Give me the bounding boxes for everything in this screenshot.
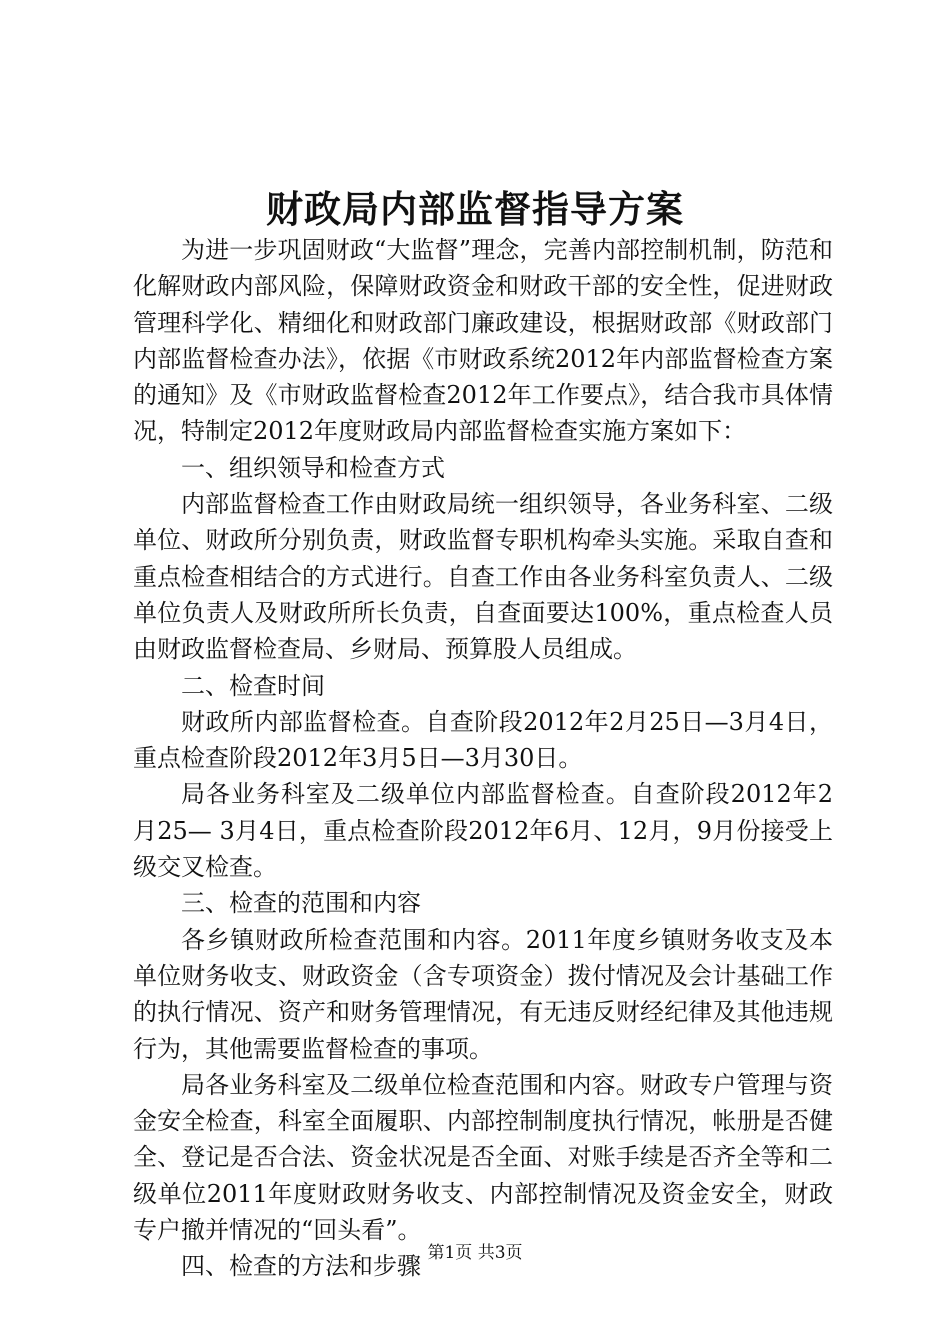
document-body bbox=[133, 232, 833, 1285]
section-heading-1: 一、组织领导和检查方式 bbox=[181, 453, 445, 482]
section-heading-3: 三、检查的范围和内容 bbox=[181, 889, 421, 918]
page-number-footer: 第1页 共3页 bbox=[427, 1243, 523, 1263]
section-1-paragraph: 内部监督检查工作由财政局统一组织领导，各业务科室、二级单位、财政所分别负责，财政监督专职机构牵头实施。采取自查和重点检查相结合的方式进行。自查工作由各业务科室负责人、二级单位负责人及财政所所长负责，自查面要达100%，重点检查人员由财政监督检查局、乡财局、预算股人员组成。 bbox=[133, 490, 833, 664]
section-2-paragraph-1: 财政所内部监督检查。自查阶段2012年2月25日—3月4日，重点检查阶段2012年3月5日—3月30日。 bbox=[133, 707, 833, 773]
intro-paragraph: 为进一步巩固财政“大监督”理念，完善内部控制机制，防范和化解财政内部风险，保障财政资金和财政干部的安全性，促进财政管理科学化、精细化和财政部门廉政建设，根据财政部《财政部门内部监督检查办法》，依据《市财政系统2012年内部监督检查方案的通知》及《市财政监督检查2012年工作要点》，结合我市具体情况，特制定2012年度财政局内部监督检查实施方案如下： bbox=[133, 236, 833, 446]
section-3-paragraph-2: 局各业务科室及二级单位检查范围和内容。财政专户管理与资金安全检查，科室全面履职、内部控制制度执行情况，帐册是否健全、登记是否合法、资金状况是否全面、对账手续是否齐全等和二级单位2011年度财政财务收支、内部控制情况及资金安全，财政专户撤并情况的“回头看”。 bbox=[133, 1070, 833, 1245]
document-title: 财政局内部监督指导方案 bbox=[266, 187, 684, 231]
section-heading-4: 四、检查的方法和步骤 bbox=[181, 1252, 421, 1281]
section-2-paragraph-2: 局各业务科室及二级单位内部监督检查。自查阶段2012年2月25— 3月4日，重点检查阶段2012年6月、12月，9月份接受上级交叉检查。 bbox=[133, 780, 833, 882]
section-3-paragraph-1: 各乡镇财政所检查范围和内容。2011年度乡镇财务收支及本单位财务收支、财政资金（含专项资金）拨付情况及会计基础工作的执行情况、资产和财务管理情况，有无违反财经纪律及其他违规行为，其他需要监督检查的事项。 bbox=[133, 925, 833, 1063]
section-heading-2: 二、检查时间 bbox=[181, 671, 325, 700]
